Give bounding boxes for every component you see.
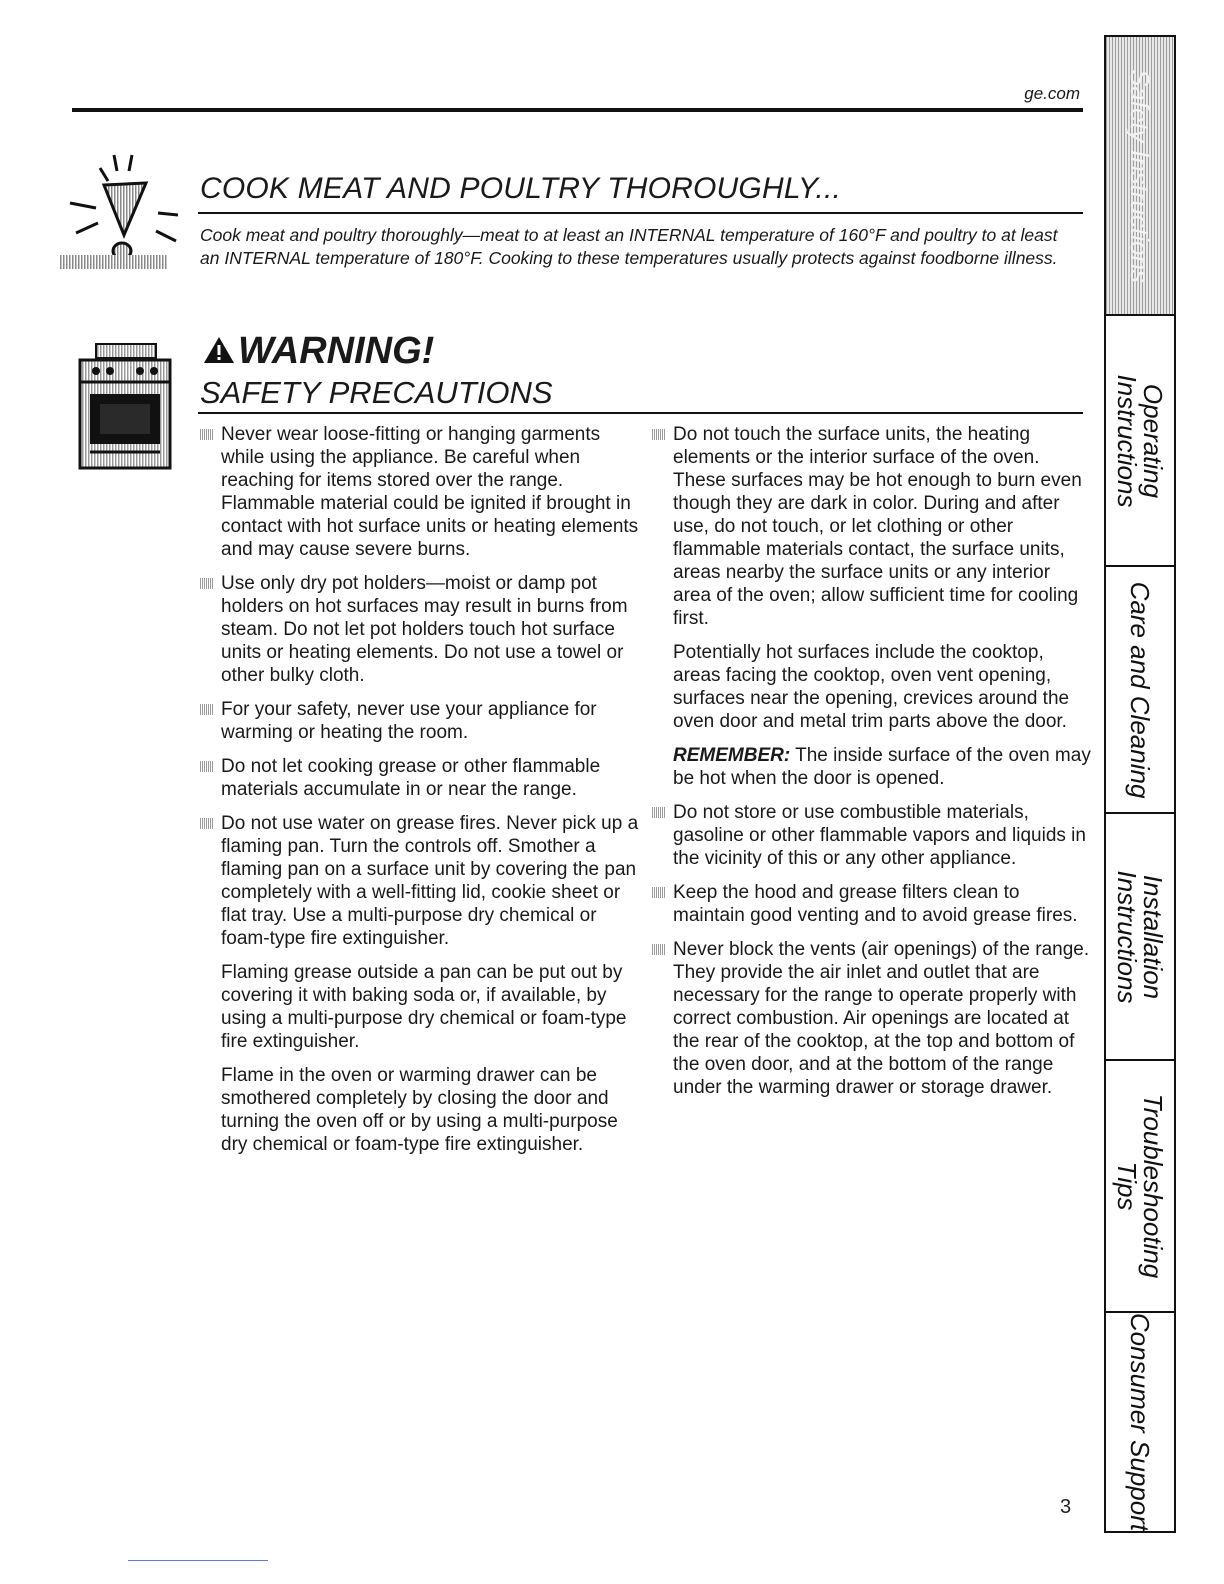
precaution-text: Flaming grease outside a pan can be put out by covering it with baking soda or, if available, by using a multi-purpose dry chemical or foam-type fire extinguisher. bbox=[221, 962, 627, 1052]
bullet-icon bbox=[200, 818, 213, 829]
precaution-text: The inside surface of the oven may be hot when the door is opened. bbox=[673, 745, 1091, 789]
precaution-item bbox=[200, 572, 640, 687]
alert-exclamation-icon bbox=[60, 143, 190, 273]
header-rule bbox=[72, 108, 1083, 112]
precaution-text: Potentially hot surfaces include the cooktop, areas facing the cooktop, oven vent opening, surfaces near the opening, crevices around the oven door and metal trim parts above the door. bbox=[673, 642, 1070, 732]
tab-installation-instructions[interactable] bbox=[1106, 812, 1174, 1059]
cook-meat-heading: COOK MEAT AND POULTRY THOROUGHLY... bbox=[200, 172, 842, 205]
site-url[interactable]: ge.com bbox=[1024, 84, 1080, 103]
precaution-item bbox=[652, 423, 1092, 630]
tab-label: Care and Cleaning bbox=[1125, 581, 1155, 798]
precaution-text: Never block the vents (air openings) of the range. They provide the air inlet and outlet that are necessary for the range to operate properly with correct combustion. Air openings are located at the rear of the cooktop, at the top and bottom of the oven door, and at the bottom of the range under the warming drawer or storage drawer. bbox=[673, 939, 1090, 1098]
bullet-icon bbox=[200, 429, 213, 440]
bullet-icon bbox=[652, 887, 665, 898]
tab-label: Safety Instructions bbox=[1125, 68, 1155, 283]
warning-title-text: WARNING! bbox=[238, 330, 435, 372]
tab-troubleshooting-tips[interactable] bbox=[1106, 1059, 1174, 1311]
footer-link-line bbox=[128, 1560, 268, 1561]
cook-meat-text: Cook meat and poultry thoroughly—meat to at least an INTERNAL temperature of 160°F and poultry to at least an INTERNAL temperature of 180°F. Cooking to these temperatures usually protects against foodborne illness. bbox=[200, 225, 1058, 268]
tab-label: Troubleshooting Tips bbox=[1112, 1093, 1168, 1279]
precaution-text: Do not let cooking grease or other flammable materials accumulate in or near the range. bbox=[221, 756, 601, 800]
precaution-text: For your safety, never use your appliance for warming or heating the room. bbox=[221, 699, 597, 743]
precaution-item bbox=[200, 812, 640, 950]
precaution-paragraph bbox=[200, 1064, 640, 1156]
tab-label: Operating Instructions bbox=[1112, 374, 1168, 507]
remember-label: REMEMBER: bbox=[673, 745, 791, 766]
bullet-icon bbox=[652, 429, 665, 440]
tab-consumer-support[interactable] bbox=[1106, 1311, 1174, 1531]
safety-precautions-heading: SAFETY PRECAUTIONS bbox=[200, 375, 553, 410]
precaution-text: Do not store or use combustible materials, gasoline or other flammable vapors and liquids in the vicinity of this or any other appliance. bbox=[673, 802, 1086, 869]
range-appliance-icon bbox=[76, 340, 174, 472]
warning-heading-rule bbox=[198, 412, 1083, 414]
precaution-paragraph bbox=[200, 961, 640, 1053]
precaution-text: Never wear loose-fitting or hanging garments while using the appliance. Be careful when reaching for items stored over the range. Flammable material could be ignited if brought in contact with hot surface units or heating elements and may cause severe burns. bbox=[221, 424, 639, 560]
precaution-text: Do not touch the surface units, the heating elements or the interior surface of the oven. These surfaces may be hot enough to burn even though they are dark in color. During and after use, do not touch, or let clothing or other flammable materials contact, the surface units, areas nearby the surface units or any interior area of the oven; allow sufficient time for cooling first. bbox=[673, 424, 1082, 629]
precaution-paragraph bbox=[652, 641, 1092, 733]
precaution-item bbox=[652, 938, 1092, 1099]
tab-label: Installation Instructions bbox=[1112, 870, 1168, 1003]
bullet-icon bbox=[200, 578, 213, 589]
section-tabs bbox=[1104, 35, 1176, 1533]
precautions-left-column bbox=[200, 423, 640, 1167]
bullet-icon bbox=[200, 761, 213, 772]
page-number: 3 bbox=[1060, 1496, 1072, 1518]
tab-care-and-cleaning[interactable] bbox=[1106, 565, 1174, 812]
precaution-item bbox=[200, 755, 640, 801]
precaution-item bbox=[652, 801, 1092, 870]
precaution-text: Flame in the oven or warming drawer can be smothered completely by closing the door and turning the oven off or by using a multi-purpose dry chemical or foam-type fire extinguisher. bbox=[221, 1065, 618, 1155]
precaution-paragraph bbox=[652, 744, 1092, 790]
precaution-item bbox=[200, 698, 640, 744]
bullet-icon bbox=[652, 807, 665, 818]
precaution-text: Keep the hood and grease filters clean to maintain good venting and to avoid grease fires. bbox=[673, 882, 1078, 926]
precautions-right-column bbox=[652, 423, 1092, 1110]
bullet-icon bbox=[652, 944, 665, 955]
precaution-item bbox=[200, 423, 640, 561]
bullet-icon bbox=[200, 704, 213, 715]
precaution-text: Do not use water on grease fires. Never pick up a flaming pan. Turn the controls off. Smother a flaming pan on a surface unit by covering the pan completely with a well-fitting lid, cookie sheet or flat tray. Use a multi-purpose dry chemical or foam-type fire extinguisher. bbox=[221, 813, 639, 949]
tab-safety-instructions[interactable] bbox=[1106, 37, 1174, 314]
warning-triangle-icon bbox=[202, 335, 236, 365]
precaution-item bbox=[652, 881, 1092, 927]
cook-heading-rule bbox=[198, 212, 1083, 214]
tab-operating-instructions[interactable] bbox=[1106, 314, 1174, 565]
precaution-text: Use only dry pot holders—moist or damp pot holders on hot surfaces may result in burns from steam. Do not let pot holders touch hot surface units or heating elements. Do not use a towel or other bulky cloth. bbox=[221, 573, 628, 686]
tab-label: Consumer Support bbox=[1125, 1312, 1155, 1531]
warning-heading bbox=[202, 330, 434, 373]
